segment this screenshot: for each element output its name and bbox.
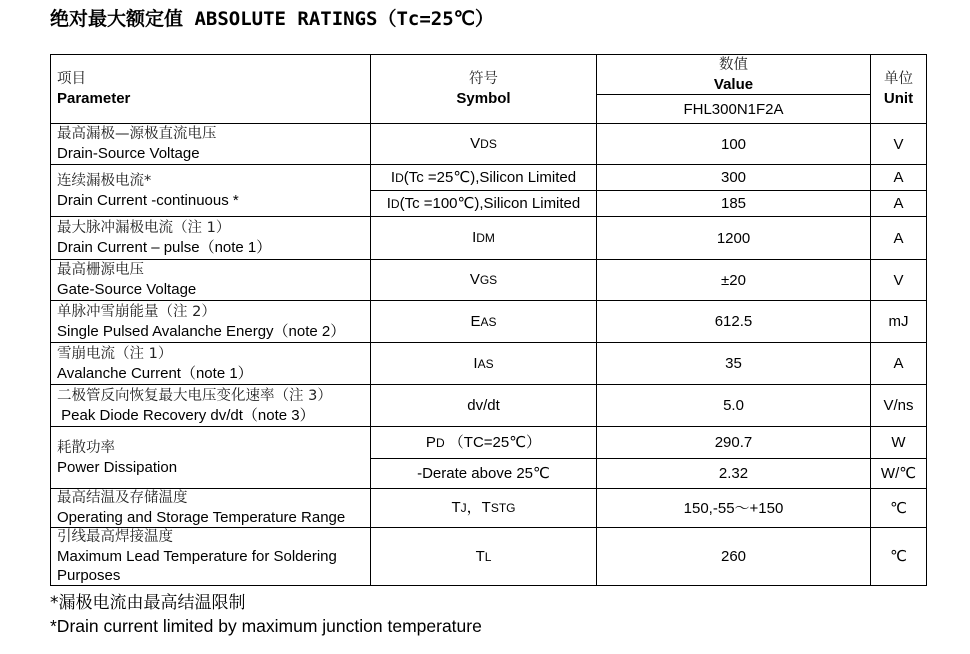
- table-row: [51, 260, 927, 301]
- param-cn: 最高结温及存储温度: [57, 490, 188, 506]
- symbol-cell: [371, 217, 597, 260]
- symbol-main: I: [390, 168, 396, 186]
- symbol-main: I: [473, 354, 478, 372]
- symbol-rest: （TC=25℃）: [444, 433, 542, 451]
- symbol-cell: [371, 528, 597, 586]
- unit-cell: V: [871, 260, 927, 301]
- symbol-cell: [371, 301, 597, 343]
- unit-cell: A: [871, 165, 927, 191]
- param-cn: 单脉冲雪崩能量（注 2）: [57, 303, 216, 320]
- footnote-cn: *漏极电流由最高结温限制: [50, 593, 246, 613]
- unit-cell: V: [871, 124, 927, 165]
- unit-cell: A: [871, 191, 927, 217]
- value-cell: ±20: [597, 260, 871, 301]
- symbol-sub: D: [395, 170, 404, 185]
- param-en: Maximum Lead Temperature for Soldering Purposes: [57, 548, 337, 584]
- header-unit: [871, 55, 927, 124]
- unit-cell: W/℃: [871, 459, 927, 489]
- header-parameter-cn: 项目: [57, 71, 86, 87]
- value-cell: 290.7: [597, 427, 871, 459]
- param-cn: 最高漏极—源极直流电压: [57, 126, 217, 142]
- param-cell: [51, 528, 371, 586]
- param-en: Drain Current -continuous *: [57, 191, 239, 209]
- header-value-en: Value: [713, 75, 754, 93]
- value-cell: 5.0: [597, 385, 871, 427]
- table-row: [51, 165, 927, 191]
- value-cell: 150,-55～+150: [597, 489, 871, 528]
- param-cell: [51, 124, 371, 165]
- table-row: [51, 489, 927, 528]
- symbol-sub: DS: [480, 137, 497, 151]
- param-cn: 二极管反向恢复最大电压变化速率（注 3）: [57, 387, 332, 404]
- unit-cell: V/ns: [871, 385, 927, 427]
- param-cell: [51, 489, 371, 528]
- param-en: Drain-Source Voltage: [57, 145, 200, 162]
- header-symbol-cn: 符号: [469, 71, 498, 87]
- param-cell: [51, 427, 371, 489]
- symbol-cell: [371, 191, 597, 217]
- value-cell: 35: [597, 343, 871, 385]
- unit-cell: ℃: [871, 489, 927, 528]
- symbol-rest: (Tc =100℃),Silicon Limited: [399, 194, 581, 212]
- table-row: [51, 217, 927, 260]
- symbol-cell: [371, 427, 597, 459]
- symbol-main: V: [470, 135, 481, 152]
- header-unit-cn: 单位: [884, 71, 913, 87]
- symbol-main: T: [475, 547, 485, 565]
- symbol-main: E: [470, 312, 481, 330]
- header-parameter: [51, 55, 371, 124]
- symbol-main: P: [425, 433, 436, 451]
- value-cell: 2.32: [597, 459, 871, 489]
- symbol-cell: -Derate above 25℃: [371, 459, 597, 489]
- symbol-cell: [371, 124, 597, 165]
- symbol-sub: DM: [476, 231, 495, 245]
- symbol-cell: [371, 343, 597, 385]
- symbol-cell: dv/dt: [371, 385, 597, 427]
- symbol-main: I: [386, 194, 391, 212]
- symbol-sub2: STG: [490, 501, 516, 515]
- value-cell: 100: [597, 124, 871, 165]
- param-en: Operating and Storage Temperature Range: [57, 509, 346, 526]
- header-symbol: [371, 55, 597, 124]
- param-en: Avalanche Current（note 1）: [57, 364, 253, 382]
- value-cell: 260: [597, 528, 871, 586]
- param-en: Power Dissipation: [57, 458, 178, 476]
- table-row: [51, 301, 927, 343]
- symbol-sub: AS: [477, 356, 494, 371]
- param-cn: 雪崩电流（注 1）: [57, 345, 173, 362]
- table-row: [51, 385, 927, 427]
- value-cell: 300: [597, 165, 871, 191]
- table-row: [51, 124, 927, 165]
- symbol-rest: (Tc =25℃),Silicon Limited: [403, 168, 577, 186]
- footnote-en: *Drain current limited by maximum junction temperature: [50, 616, 482, 636]
- param-cell: [51, 301, 371, 343]
- header-parameter-en: Parameter: [57, 90, 131, 107]
- symbol-sub: J: [460, 501, 467, 515]
- symbol-rest: ，T: [466, 499, 491, 516]
- param-cn: 引线最高焊接温度: [57, 529, 173, 545]
- symbol-cell: [371, 165, 597, 191]
- param-en: Drain Current – pulse（note 1）: [57, 239, 272, 256]
- param-cell: [51, 260, 371, 301]
- symbol-sub: GS: [479, 273, 498, 287]
- unit-cell: W: [871, 427, 927, 459]
- symbol-main: V: [469, 271, 480, 288]
- param-cell: [51, 165, 371, 217]
- param-cn: 连续漏极电流*: [57, 172, 152, 189]
- value-cell: 612.5: [597, 301, 871, 343]
- symbol-sub: AS: [480, 314, 497, 329]
- value-cell: 1200: [597, 217, 871, 260]
- section-title: 绝对最大额定值 ABSOLUTE RATINGS（Tc=25℃）: [50, 8, 494, 30]
- param-cell: [51, 385, 371, 427]
- absolute-ratings-table: [50, 54, 927, 586]
- param-en: Peak Diode Recovery dv/dt（note 3）: [57, 406, 315, 424]
- table-row: [51, 528, 927, 586]
- param-cn: 最大脉冲漏极电流（注 1）: [57, 220, 231, 236]
- header-symbol-en: Symbol: [456, 90, 511, 107]
- header-value: [597, 55, 871, 95]
- param-cn: 耗散功率: [57, 439, 115, 456]
- symbol-cell: [371, 260, 597, 301]
- unit-cell: mJ: [871, 301, 927, 343]
- symbol-main: I: [472, 229, 477, 246]
- param-cn: 最高栅源电压: [57, 262, 144, 278]
- unit-cell: A: [871, 343, 927, 385]
- table-row: [51, 343, 927, 385]
- header-value-cn: 数值: [719, 56, 748, 73]
- unit-cell: A: [871, 217, 927, 260]
- param-en: Gate-Source Voltage: [57, 281, 197, 298]
- unit-cell: ℃: [871, 528, 927, 586]
- symbol-sub: D: [390, 196, 400, 211]
- param-cell: [51, 343, 371, 385]
- symbol-sub: D: [435, 435, 445, 450]
- part-number: FHL300N1F2A: [597, 95, 871, 124]
- table-row: [51, 427, 927, 459]
- header-unit-en: Unit: [883, 90, 914, 107]
- symbol-sub: L: [484, 549, 492, 564]
- symbol-main: T: [451, 499, 461, 516]
- value-cell: 185: [597, 191, 871, 217]
- symbol-cell: [371, 489, 597, 528]
- param-cell: [51, 217, 371, 260]
- param-en: Single Pulsed Avalanche Energy（note 2）: [57, 322, 346, 340]
